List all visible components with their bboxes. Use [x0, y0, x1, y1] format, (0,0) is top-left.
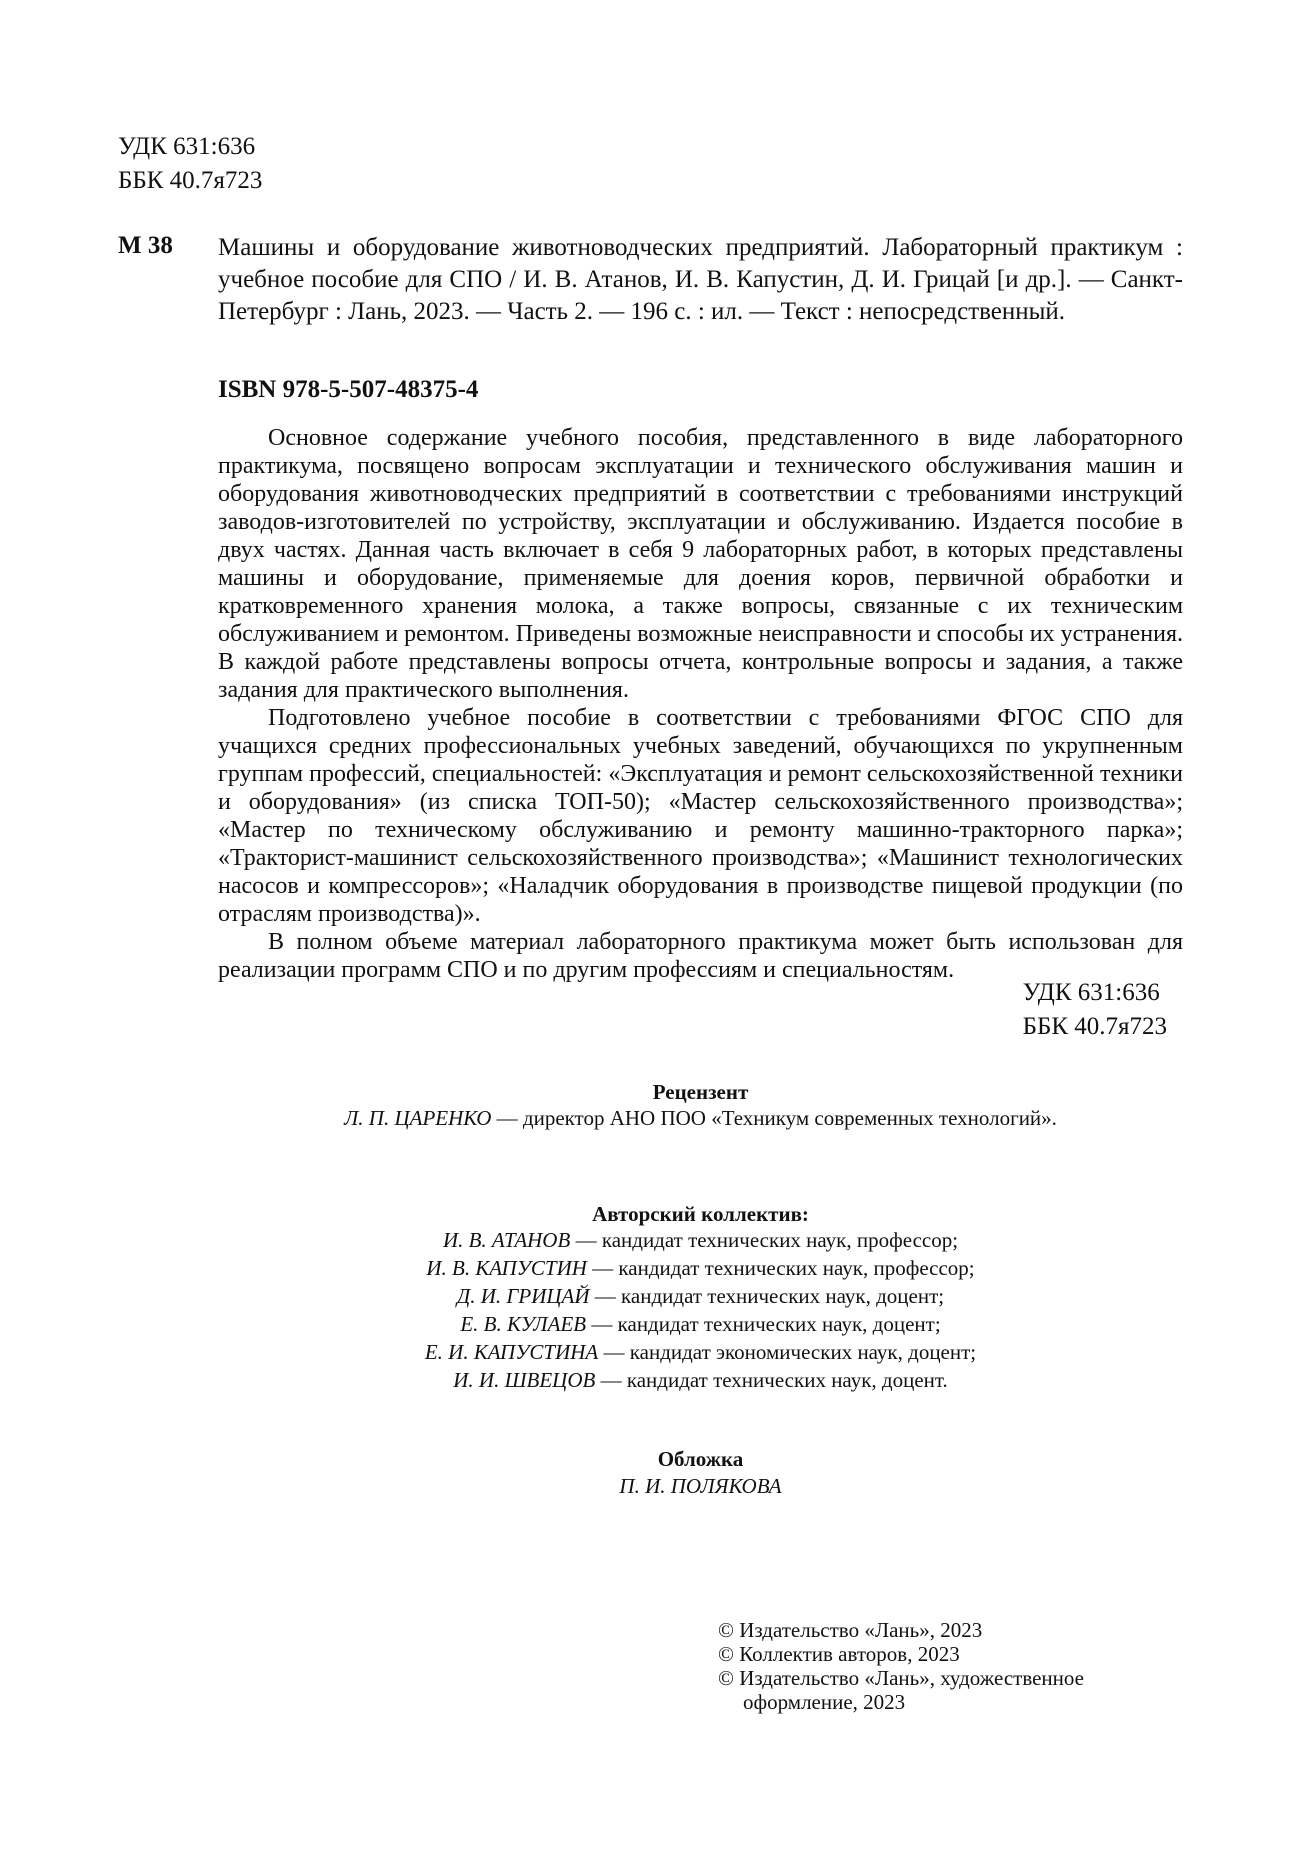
copyright-line: © Издательство «Лань», художественное	[718, 1666, 1084, 1690]
author-name: Е. В. КУЛАЕВ	[460, 1312, 587, 1336]
cover-heading: Обложка	[657, 1447, 744, 1471]
reviewer-role: — директор АНО ПОО «Техникум современных технологий».	[491, 1106, 1057, 1130]
author-name: Д. И. ГРИЦАЙ	[456, 1284, 590, 1308]
author-name: Е. И. КАПУСТИНА	[424, 1340, 599, 1364]
author-role: — кандидат технических наук, профессор;	[586, 1256, 975, 1280]
bibliographic-description: Машины и оборудование животноводческих предприятий. Лабораторный практикум : учебное пособие для СПО / И. В. Атанов, И. В. Капустин, Д. И. Грицай [и др.]. — Санкт-Петербург : Лань, 2023. — Часть 2. — 196 с. : ил. — Текст : непосредственный.	[218, 234, 1183, 325]
isbn: ISBN 978-5-507-48375-4	[218, 376, 479, 403]
author-role: — кандидат экономических наук, доцент;	[598, 1340, 977, 1364]
author-role: — кандидат технических наук, профессор;	[570, 1228, 959, 1252]
udk-code: УДК 631:636	[118, 133, 256, 160]
bbk-code: ББК 40.7я723	[118, 167, 263, 194]
classification-top	[118, 130, 262, 198]
copyright-block	[718, 1618, 1138, 1714]
author-cipher: М 38	[118, 232, 173, 259]
reviewer-line	[218, 1104, 1183, 1132]
author-line	[218, 1366, 1183, 1394]
reviewer-heading: Рецензент	[652, 1080, 749, 1104]
author-role: — кандидат технических наук, доцент;	[589, 1284, 945, 1308]
abstract	[218, 424, 1183, 984]
reviewer-name: Л. П. ЦАРЕНКО	[344, 1106, 492, 1130]
author-name: И. И. ШВЕЦОВ	[453, 1368, 596, 1392]
cover-designer: П. И. ПОЛЯКОВА	[619, 1474, 782, 1498]
bbk-code-repeat: ББК 40.7я723	[1022, 1013, 1167, 1040]
author-name: И. В. КАПУСТИН	[426, 1256, 587, 1280]
author-line	[218, 1254, 1183, 1282]
copyright-line: © Коллектив авторов, 2023	[718, 1642, 960, 1666]
abstract-paragraph-1: Основное содержание учебного пособия, представленного в виде лабораторного практикума, посвящено вопросам эксплуатации и технического обслуживания машин и оборудования животноводческих предприятий в соответствии с требованиями инструкций заводов-изготовителей по устройству, эксплуатации и обслуживанию. Издается пособие в двух частях. Данная часть включает в себя 9 лабораторных работ, в которых представлены машины и оборудование, применяемые для доения коров, первичной обработки и кратковременного хранения молока, а также вопросы, связанные с их техническим обслуживанием и ремонтом. Приведены возможные неисправности и способы их устранения. В каждой работе представлены вопросы отчета, контрольные вопросы и задания, а также задания для практического выполнения.	[218, 425, 1183, 703]
copyright-line: оформление, 2023	[743, 1690, 906, 1714]
classification-bottom	[1023, 976, 1167, 1044]
author-name: И. В. АТАНОВ	[442, 1228, 571, 1252]
author-line	[218, 1310, 1183, 1338]
udk-code-repeat: УДК 631:636	[1022, 979, 1160, 1006]
authors-list	[218, 1226, 1183, 1394]
abstract-paragraph-2: Подготовлено учебное пособие в соответствии с требованиями ФГОС СПО для учащихся средних профессиональных учебных заведений, обучающихся по укрупненным группам профессий, специальностей: «Эксплуатация и ремонт сельскохозяйственной техники и оборудования» (из списка ТОП-50); «Мастер сельскохозяйственного производства»; «Мастер по техническому обслуживанию и ремонту машинно-тракторного парка»; «Тракторист-машинист сельскохозяйственного производства»; «Машинист технологических насосов и компрессоров»; «Наладчик оборудования в производстве пищевой продукции (по отраслям производства)».	[218, 705, 1183, 927]
author-line	[218, 1226, 1183, 1254]
authors-heading: Авторский коллектив:	[592, 1202, 809, 1226]
author-role: — кандидат технических наук, доцент.	[595, 1368, 948, 1392]
author-line	[218, 1282, 1183, 1310]
author-line	[218, 1338, 1183, 1366]
copyright-line: © Издательство «Лань», 2023	[718, 1618, 983, 1642]
abstract-paragraph-3: В полном объеме материал лабораторного практикума может быть использован для реализации программ СПО и по другим профессиям и специальностям.	[218, 929, 1183, 983]
author-role: — кандидат технических наук, доцент;	[586, 1312, 941, 1336]
